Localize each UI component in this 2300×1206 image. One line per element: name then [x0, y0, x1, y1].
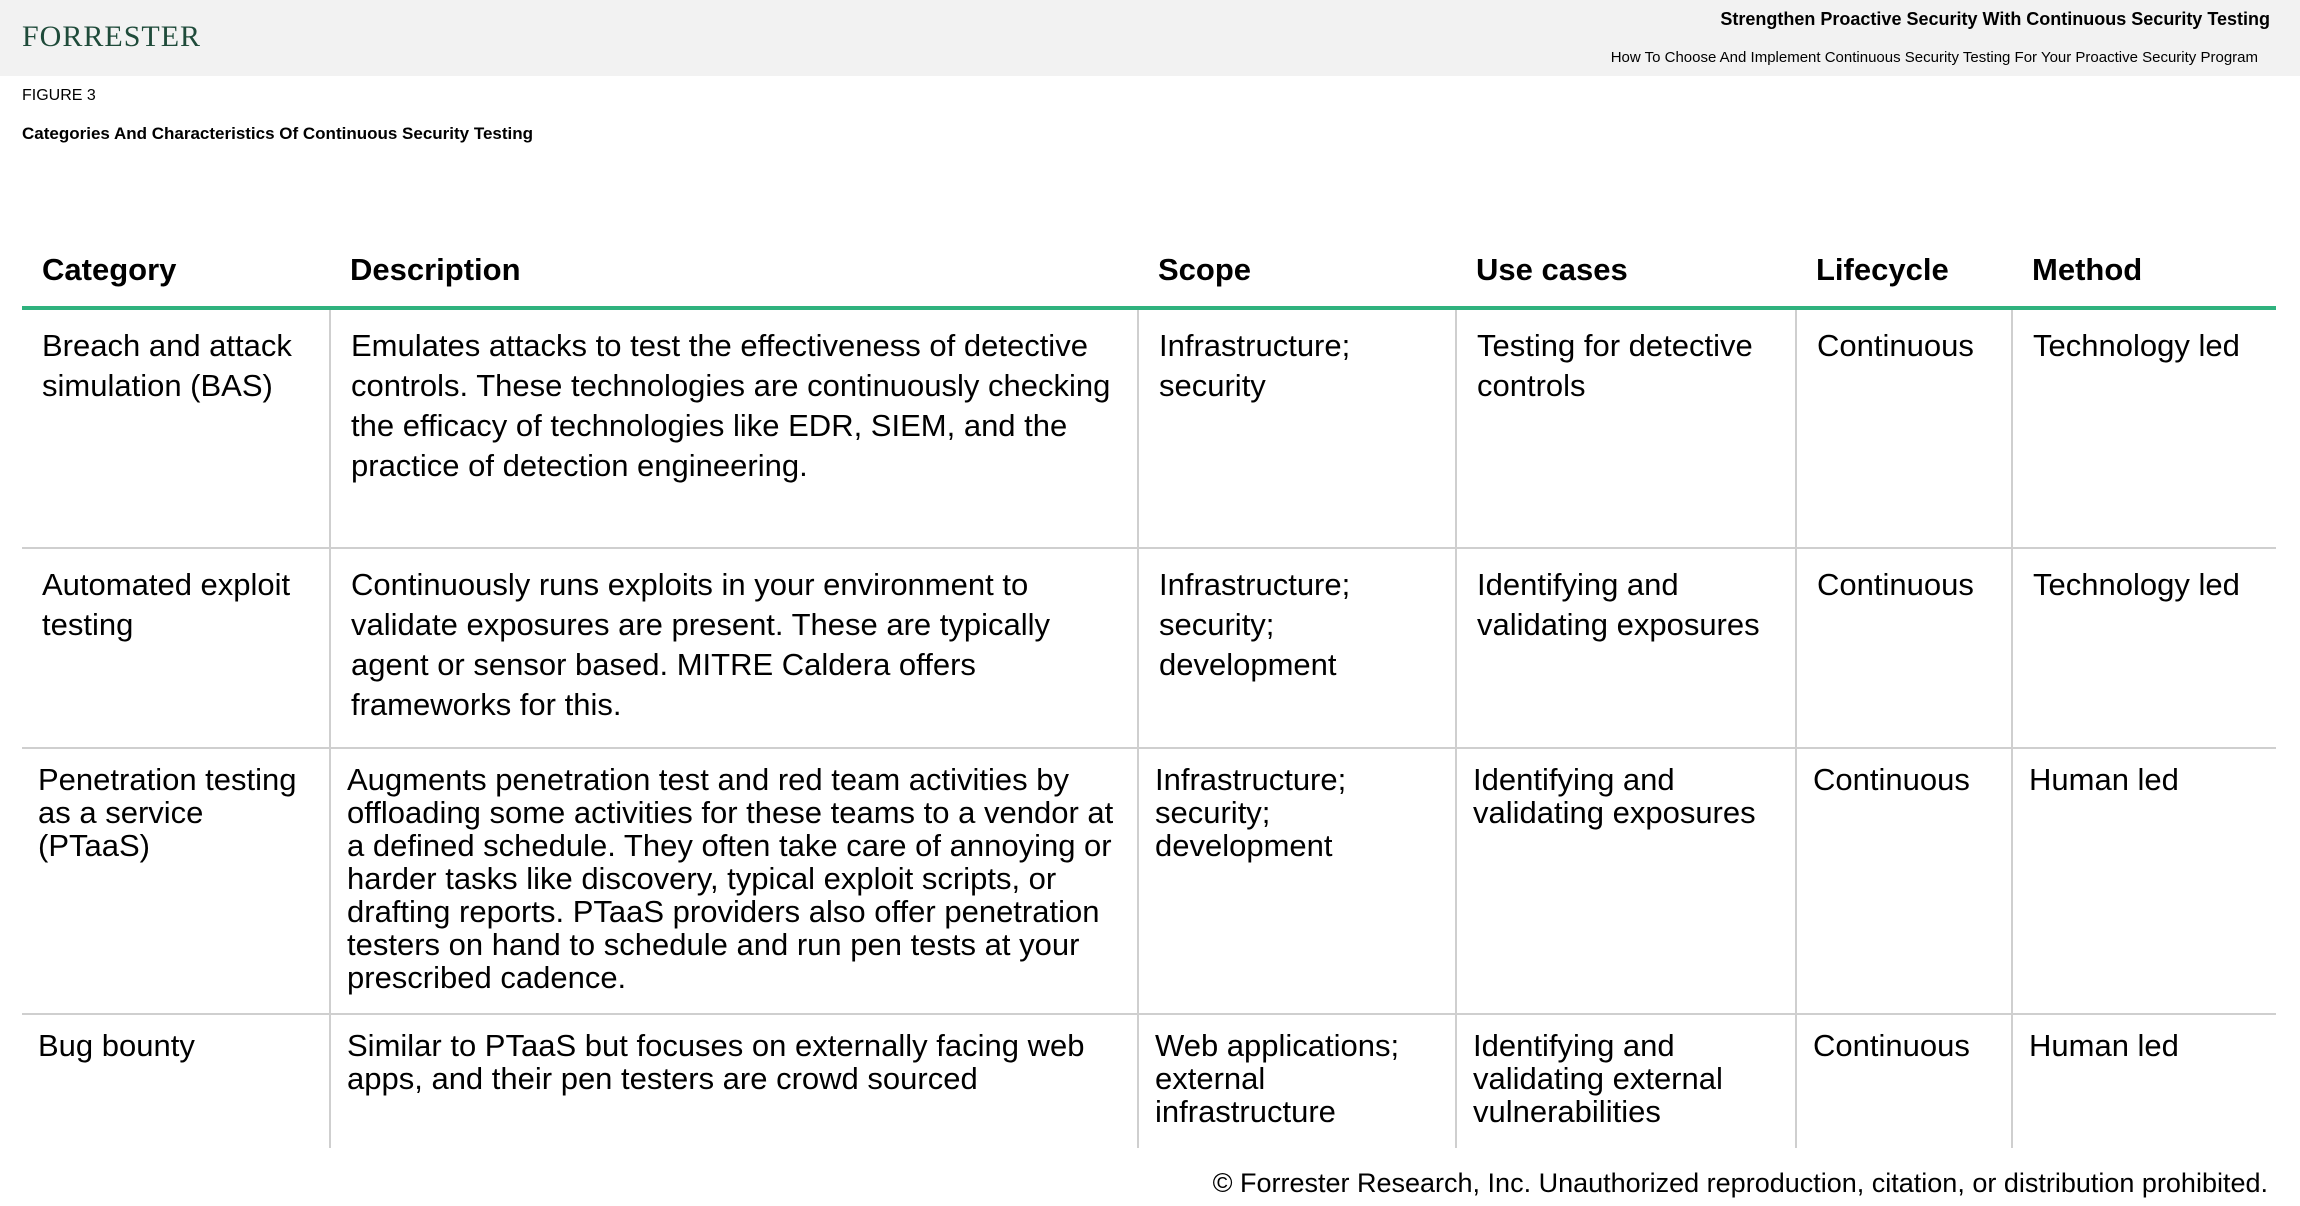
category-cell: Automated exploit testing	[22, 548, 330, 748]
lifecycle-cell: Continuous	[1796, 1014, 2012, 1148]
column-header-category: Category	[22, 234, 330, 308]
column-header-method: Method	[2012, 234, 2276, 308]
use-cases-cell: Identifying and validating exposures	[1456, 748, 1796, 1014]
report-subtitle: How To Choose And Implement Continuous Security Testing For Your Proactive Security Program	[1610, 49, 2258, 66]
table-row	[22, 548, 2276, 748]
use-cases-cell: Identifying and validating exposures	[1456, 548, 1796, 748]
report-title: Strengthen Proactive Security With Continuous Security Testing	[1720, 9, 2270, 29]
figure-title: Categories And Characteristics Of Continuous Security Testing	[22, 124, 534, 143]
forrester-logo: FORRESTER	[22, 20, 202, 53]
description-cell: Continuously runs exploits in your environment to validate exposures are present. These are typically agent or sensor based. MITRE Caldera offers frameworks for this.	[330, 548, 1138, 748]
column-header-use-cases: Use cases	[1456, 234, 1796, 308]
method-cell: Human led	[2012, 1014, 2276, 1148]
category-cell: Penetration testing as a service (PTaaS)	[22, 748, 330, 1014]
column-header-scope: Scope	[1138, 234, 1456, 308]
scope-cell: Web applications; external infrastructure	[1138, 1014, 1456, 1148]
description-cell: Emulates attacks to test the effectiveness of detective controls. These technologies are continuously checking the efficacy of technologies like EDR, SIEM, and the practice of detection engineering.	[330, 308, 1138, 548]
method-cell: Human led	[2012, 748, 2276, 1014]
use-cases-cell: Identifying and validating external vulnerabilities	[1456, 1014, 1796, 1148]
column-header-description: Description	[330, 234, 1138, 308]
method-cell: Technology led	[2012, 308, 2276, 548]
lifecycle-cell: Continuous	[1796, 748, 2012, 1014]
scope-cell: Infrastructure; security	[1138, 308, 1456, 548]
description-cell: Augments penetration test and red team activities by offloading some activities for these teams to a vendor at a defined schedule. They often take care of annoying or harder tasks like discovery, typical exploit scripts, or drafting reports. PTaaS providers also offer penetration testers on hand to schedule and run pen tests at your prescribed cadence.	[330, 748, 1138, 1014]
table-header-row	[22, 234, 2276, 308]
use-cases-cell: Testing for detective controls	[1456, 308, 1796, 548]
categories-table	[22, 234, 2276, 1148]
table-row	[22, 1014, 2276, 1148]
column-header-lifecycle: Lifecycle	[1796, 234, 2012, 308]
method-cell: Technology led	[2012, 548, 2276, 748]
scope-cell: Infrastructure; security; development	[1138, 548, 1456, 748]
description-cell: Similar to PTaaS but focuses on externally facing web apps, and their pen testers are crowd sourced	[330, 1014, 1138, 1148]
figure-label: FIGURE 3	[22, 87, 96, 104]
category-cell: Breach and attack simulation (BAS)	[22, 308, 330, 548]
lifecycle-cell: Continuous	[1796, 308, 2012, 548]
report-header-bar	[0, 0, 2300, 76]
table-row	[22, 748, 2276, 1014]
lifecycle-cell: Continuous	[1796, 548, 2012, 748]
category-cell: Bug bounty	[38, 1028, 195, 1063]
table-row	[22, 308, 2276, 548]
scope-cell: Infrastructure; security; development	[1138, 748, 1456, 1014]
copyright-notice: © Forrester Research, Inc. Unauthorized reproduction, citation, or distribution prohibited.	[1212, 1168, 2268, 1198]
